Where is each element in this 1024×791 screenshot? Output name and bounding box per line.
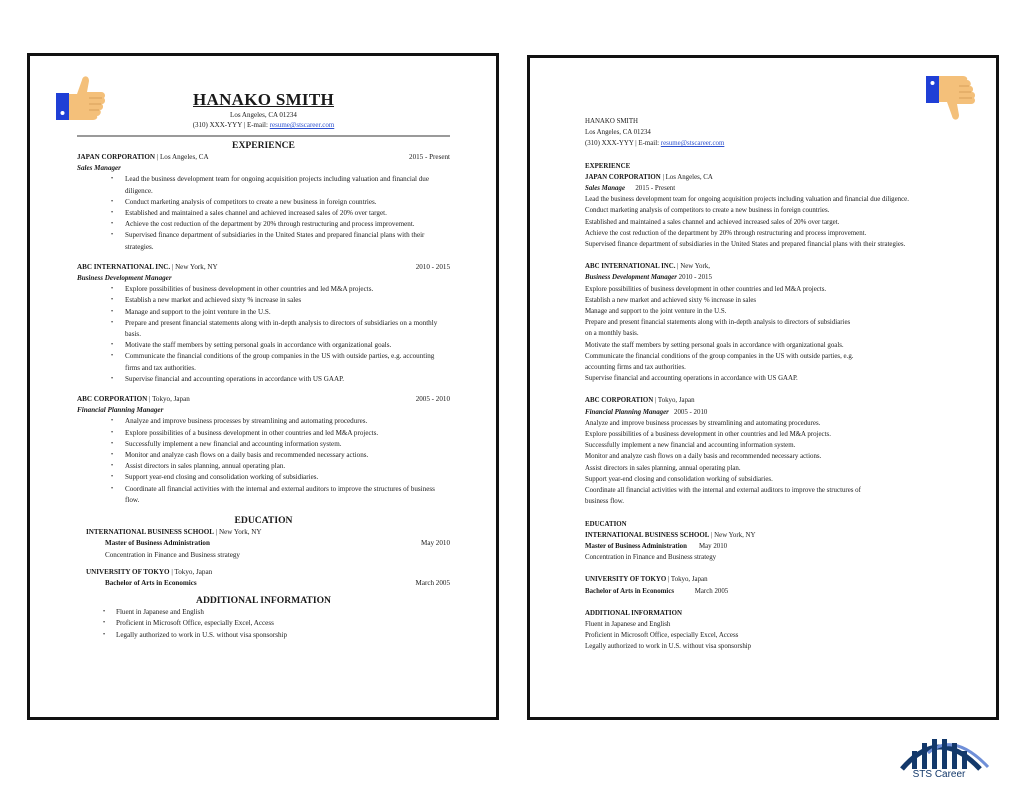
job-title: Sales Manager [77, 164, 121, 173]
bad-resume-content [585, 116, 965, 653]
additional-heading: ADDITIONAL INFORMATION [585, 609, 682, 617]
education-entry: UNIVERSITY OF TOKYO | Tokyo, Japan Bachelor of Arts in Economics March 2005 [77, 567, 450, 589]
header-divider [77, 135, 450, 137]
resume-name: HANAKO SMITH [192, 90, 335, 109]
job-bullets [77, 416, 450, 506]
resume-name: HANAKO SMITH [585, 118, 639, 125]
school-name: UNIVERSITY OF TOKYO [86, 567, 170, 576]
school-name: INTERNATIONAL BUSINESS SCHOOL [585, 531, 710, 539]
job-line: Explore possibilities of a business development in other countries and led M&A projects. [585, 431, 831, 439]
bullet-item: • Supervise financial and accounting operations in accordance with US GAAP. [77, 374, 450, 385]
school-line: UNIVERSITY OF TOKYO | Tokyo, Japan [585, 576, 708, 584]
company-location: Los Angeles, CA [665, 173, 713, 181]
education-heading: EDUCATION [234, 515, 293, 527]
company-location: Tokyo, Japan [152, 395, 190, 404]
bullet-item: • Assist directors in sales planning, annual operating plan. [77, 461, 450, 472]
job-line: Motivate the staff members by setting personal goals in accordance with organizational goals. [585, 341, 844, 349]
additional-list [77, 607, 450, 641]
bullet-item: • Explore possibilities of business development in other countries and led M&A projects. [77, 284, 450, 295]
email-label: E-mail: [246, 121, 268, 129]
job-dates: 2015 - Present [635, 185, 676, 193]
bullet-item: • Lead the business development team for ongoing acquisition projects including valuation and financial due diligence. [77, 174, 450, 196]
school-location: Tokyo, Japan [670, 576, 708, 584]
job-header: JAPAN CORPORATION | Los Angeles, CA [585, 173, 713, 181]
bullet-item: • Manage and support to the joint venture in the U.S. [77, 307, 450, 318]
school-location: New York, NY [218, 528, 262, 537]
job-line: Conduct marketing analysis of competitors to create a new business in foreign countries. [585, 207, 830, 215]
degree-date: March 2005 [694, 587, 729, 595]
company-name: ABC CORPORATION [77, 395, 148, 404]
school-name: INTERNATIONAL BUSINESS SCHOOL [86, 528, 214, 537]
bullet-item: • Support year-end closing and consolidation working of subsidiaries. [77, 472, 450, 483]
job-bullets [77, 284, 450, 385]
contact-phone: (310) XXX-YYY [585, 140, 634, 148]
job-entry [77, 152, 450, 253]
job-dates: 2015 - Present [409, 153, 450, 161]
job-line: Lead the business development team for ongoing acquisition projects including valuation and financial due diligence. [585, 196, 909, 204]
job-title-line [585, 272, 965, 283]
bullet-item: • Established and maintained a sales channel and achieved increased sales of 20% over target. [77, 208, 450, 219]
company-name: ABC CORPORATION [585, 397, 654, 405]
experience-heading: EXPERIENCE [585, 162, 631, 170]
job-header: ABC INTERNATIONAL INC. | New York, NY 2010 - 2015 [77, 262, 450, 273]
company-location: New York, [680, 263, 710, 271]
company-location: New York, NY [175, 262, 218, 271]
job-line: Establish a new market and achieved sixty % increase in sales [585, 296, 757, 304]
company-name: ABC INTERNATIONAL INC. [77, 262, 171, 271]
job-title-line [585, 407, 965, 418]
job-line: Established and maintained a sales channel and achieved increased sales of 20% over target. [585, 218, 840, 226]
degree-note: Concentration in Finance and Business strategy [585, 554, 717, 562]
education-heading: EDUCATION [585, 520, 627, 528]
job-line: Successfully implement a new financial and accounting information system. [585, 442, 796, 450]
additional-item: Legally authorized to work in U.S. without visa sponsorship [585, 643, 752, 651]
degree-name: Master of Business Administration [105, 539, 210, 548]
degree-line [585, 586, 965, 597]
job-line: Analyze and improve business processes by streamlining and automating procedures. [585, 419, 821, 427]
company-name: ABC INTERNATIONAL INC. [585, 263, 676, 271]
experience-heading: EXPERIENCE [232, 140, 295, 151]
job-line: Achieve the cost reduction of the department by 20% through restructuring and process improvement. [585, 229, 867, 237]
job-line: Monitor and analyze cash flows on a daily basis and recommended necessary actions. [585, 453, 822, 461]
bullet-item: • Supervised finance department of subsidiaries in the United States and prepared financial plans with their strategies. [77, 230, 450, 252]
job-line: on a monthly basis. [585, 330, 639, 338]
email-link[interactable]: resume@stscareer.com [269, 121, 335, 129]
additional-item: • Legally authorized to work in U.S. without visa sponsorship [77, 630, 450, 641]
degree-name: Master of Business Administration [585, 542, 687, 550]
bridge-logo-icon [898, 727, 994, 771]
bullet-item: • Explore possibilities of a business development in other countries and led M&A projects. [77, 428, 450, 439]
job-entry [77, 262, 450, 385]
job-entry [77, 394, 450, 506]
job-dates: 2005 - 2010 [415, 395, 450, 404]
job-line: Supervised finance department of subsidiaries in the United States and prepared financial plans with their strategies. [585, 241, 906, 249]
additional-item: Proficient in Microsoft Office, especially Excel, Access [585, 632, 739, 640]
additional-item: • Fluent in Japanese and English [77, 607, 450, 618]
company-location: Los Angeles, CA [159, 153, 209, 161]
school-name: UNIVERSITY OF TOKYO [585, 576, 667, 584]
job-title: Financial Planning Manager [77, 406, 164, 415]
good-resume-content [77, 90, 450, 641]
additional-heading: ADDITIONAL INFORMATION [196, 595, 331, 607]
contact-line [77, 120, 450, 130]
job-header: ABC INTERNATIONAL INC. | New York, [585, 263, 710, 271]
bullet-item: • Monitor and analyze cash flows on a daily basis and recommended necessary actions. [77, 450, 450, 461]
job-bullets [77, 174, 450, 252]
degree-date: March 2005 [415, 578, 450, 587]
job-header: ABC CORPORATION | Tokyo, Japan [585, 397, 695, 405]
sts-career-logo [898, 727, 994, 787]
separator: | [635, 140, 639, 148]
job-line: Manage and support to the joint venture in the U.S. [585, 308, 727, 316]
company-name: JAPAN CORPORATION [77, 153, 155, 161]
job-dates: 2010 - 2015 [678, 274, 712, 282]
degree-date: May 2010 [698, 542, 728, 550]
education-entry: INTERNATIONAL BUSINESS SCHOOL | New York, NY Master of Business Administration May 2010 Concentration in Finance and Business strategy [77, 527, 450, 561]
job-dates: 2010 - 2015 [415, 262, 450, 271]
school-location: Tokyo, Japan [174, 567, 213, 576]
school-location: New York, NY [714, 531, 756, 539]
bullet-item: • Motivate the staff members by setting personal goals in accordance with organizational goals. [77, 340, 450, 351]
job-line: Assist directors in sales planning, annual operating plan. [585, 464, 741, 472]
additional-item: Fluent in Japanese and English [585, 620, 671, 628]
bad-resume-page [527, 55, 999, 720]
contact-line [585, 138, 965, 149]
job-title: Financial Planning Manager [585, 408, 669, 416]
degree-name: Bachelor of Arts in Economics [105, 578, 197, 587]
degree-line [585, 541, 965, 552]
logo-text: STS Career [912, 769, 966, 780]
job-line: Prepare and present financial statements along with in-depth analysis to directors of subsidiaries [585, 319, 851, 327]
job-title: Business Development Manager [77, 274, 172, 283]
job-dates: 2005 - 2010 [674, 408, 708, 416]
job-title-line [585, 183, 965, 194]
job-line: Coordinate all financial activities with the internal and external auditors to improve the structures of [585, 487, 861, 495]
bullet-item: • Coordinate all financial activities with the internal and external auditors to improve the structures of business flow. [77, 484, 450, 506]
job-title: Business Development Manager [585, 274, 677, 282]
bullet-item: • Establish a new market and achieved sixty % increase in sales [77, 295, 450, 306]
email-link[interactable]: resume@stscareer.com [660, 140, 725, 148]
email-label: E-mail: [638, 140, 660, 148]
job-title: Sales Manage [585, 185, 626, 193]
bullet-item: • Achieve the cost reduction of the department by 20% through restructuring and process improvement. [77, 219, 450, 230]
job-line: business flow. [585, 498, 624, 506]
degree-note: Concentration in Finance and Business strategy [105, 550, 240, 559]
bullet-item: • Successfully implement a new financial and accounting information system. [77, 439, 450, 450]
bullet-item: • Analyze and improve business processes by streamlining and automating procedures. [77, 416, 450, 427]
job-line: Supervise financial and accounting operations in accordance with US GAAP. [585, 375, 798, 383]
job-line: Explore possibilities of business development in other countries and led M&A projects. [585, 285, 827, 293]
job-header: JAPAN CORPORATION | Los Angeles, CA 2015 - Present [77, 152, 450, 163]
separator: | [243, 121, 247, 129]
school-line: INTERNATIONAL BUSINESS SCHOOL | New York, NY [585, 531, 756, 539]
contact-address: Los Angeles, CA 01234 [585, 129, 651, 137]
degree-date: May 2010 [421, 539, 450, 548]
company-name: JAPAN CORPORATION [585, 173, 661, 181]
bullet-item: • Conduct marketing analysis of competitors to create a new business in foreign countries. [77, 197, 450, 208]
company-location: Tokyo, Japan [657, 397, 695, 405]
degree-name: Bachelor of Arts in Economics [585, 587, 675, 595]
job-line: Support year-end closing and consolidation working of subsidiaries. [585, 475, 773, 483]
good-resume-page [27, 53, 499, 720]
bullet-item: • Communicate the financial conditions of the group companies in the US with outside parties, e.g. accounting firms and tax authorities. [77, 351, 450, 373]
contact-phone: (310) XXX-YYY [192, 121, 243, 129]
job-line: Communicate the financial conditions of the group companies in the US with outside parties, e.g. [585, 352, 854, 360]
contact-address: Los Angeles, CA 01234 [230, 111, 297, 119]
additional-item: • Proficient in Microsoft Office, especially Excel, Access [77, 618, 450, 629]
job-header: ABC CORPORATION | Tokyo, Japan 2005 - 2010 [77, 394, 450, 405]
job-line: accounting firms and tax authorities. [585, 364, 686, 372]
bullet-item: • Prepare and present financial statements along with in-depth analysis to directors of subsidiaries on a monthly basis. [77, 318, 450, 340]
